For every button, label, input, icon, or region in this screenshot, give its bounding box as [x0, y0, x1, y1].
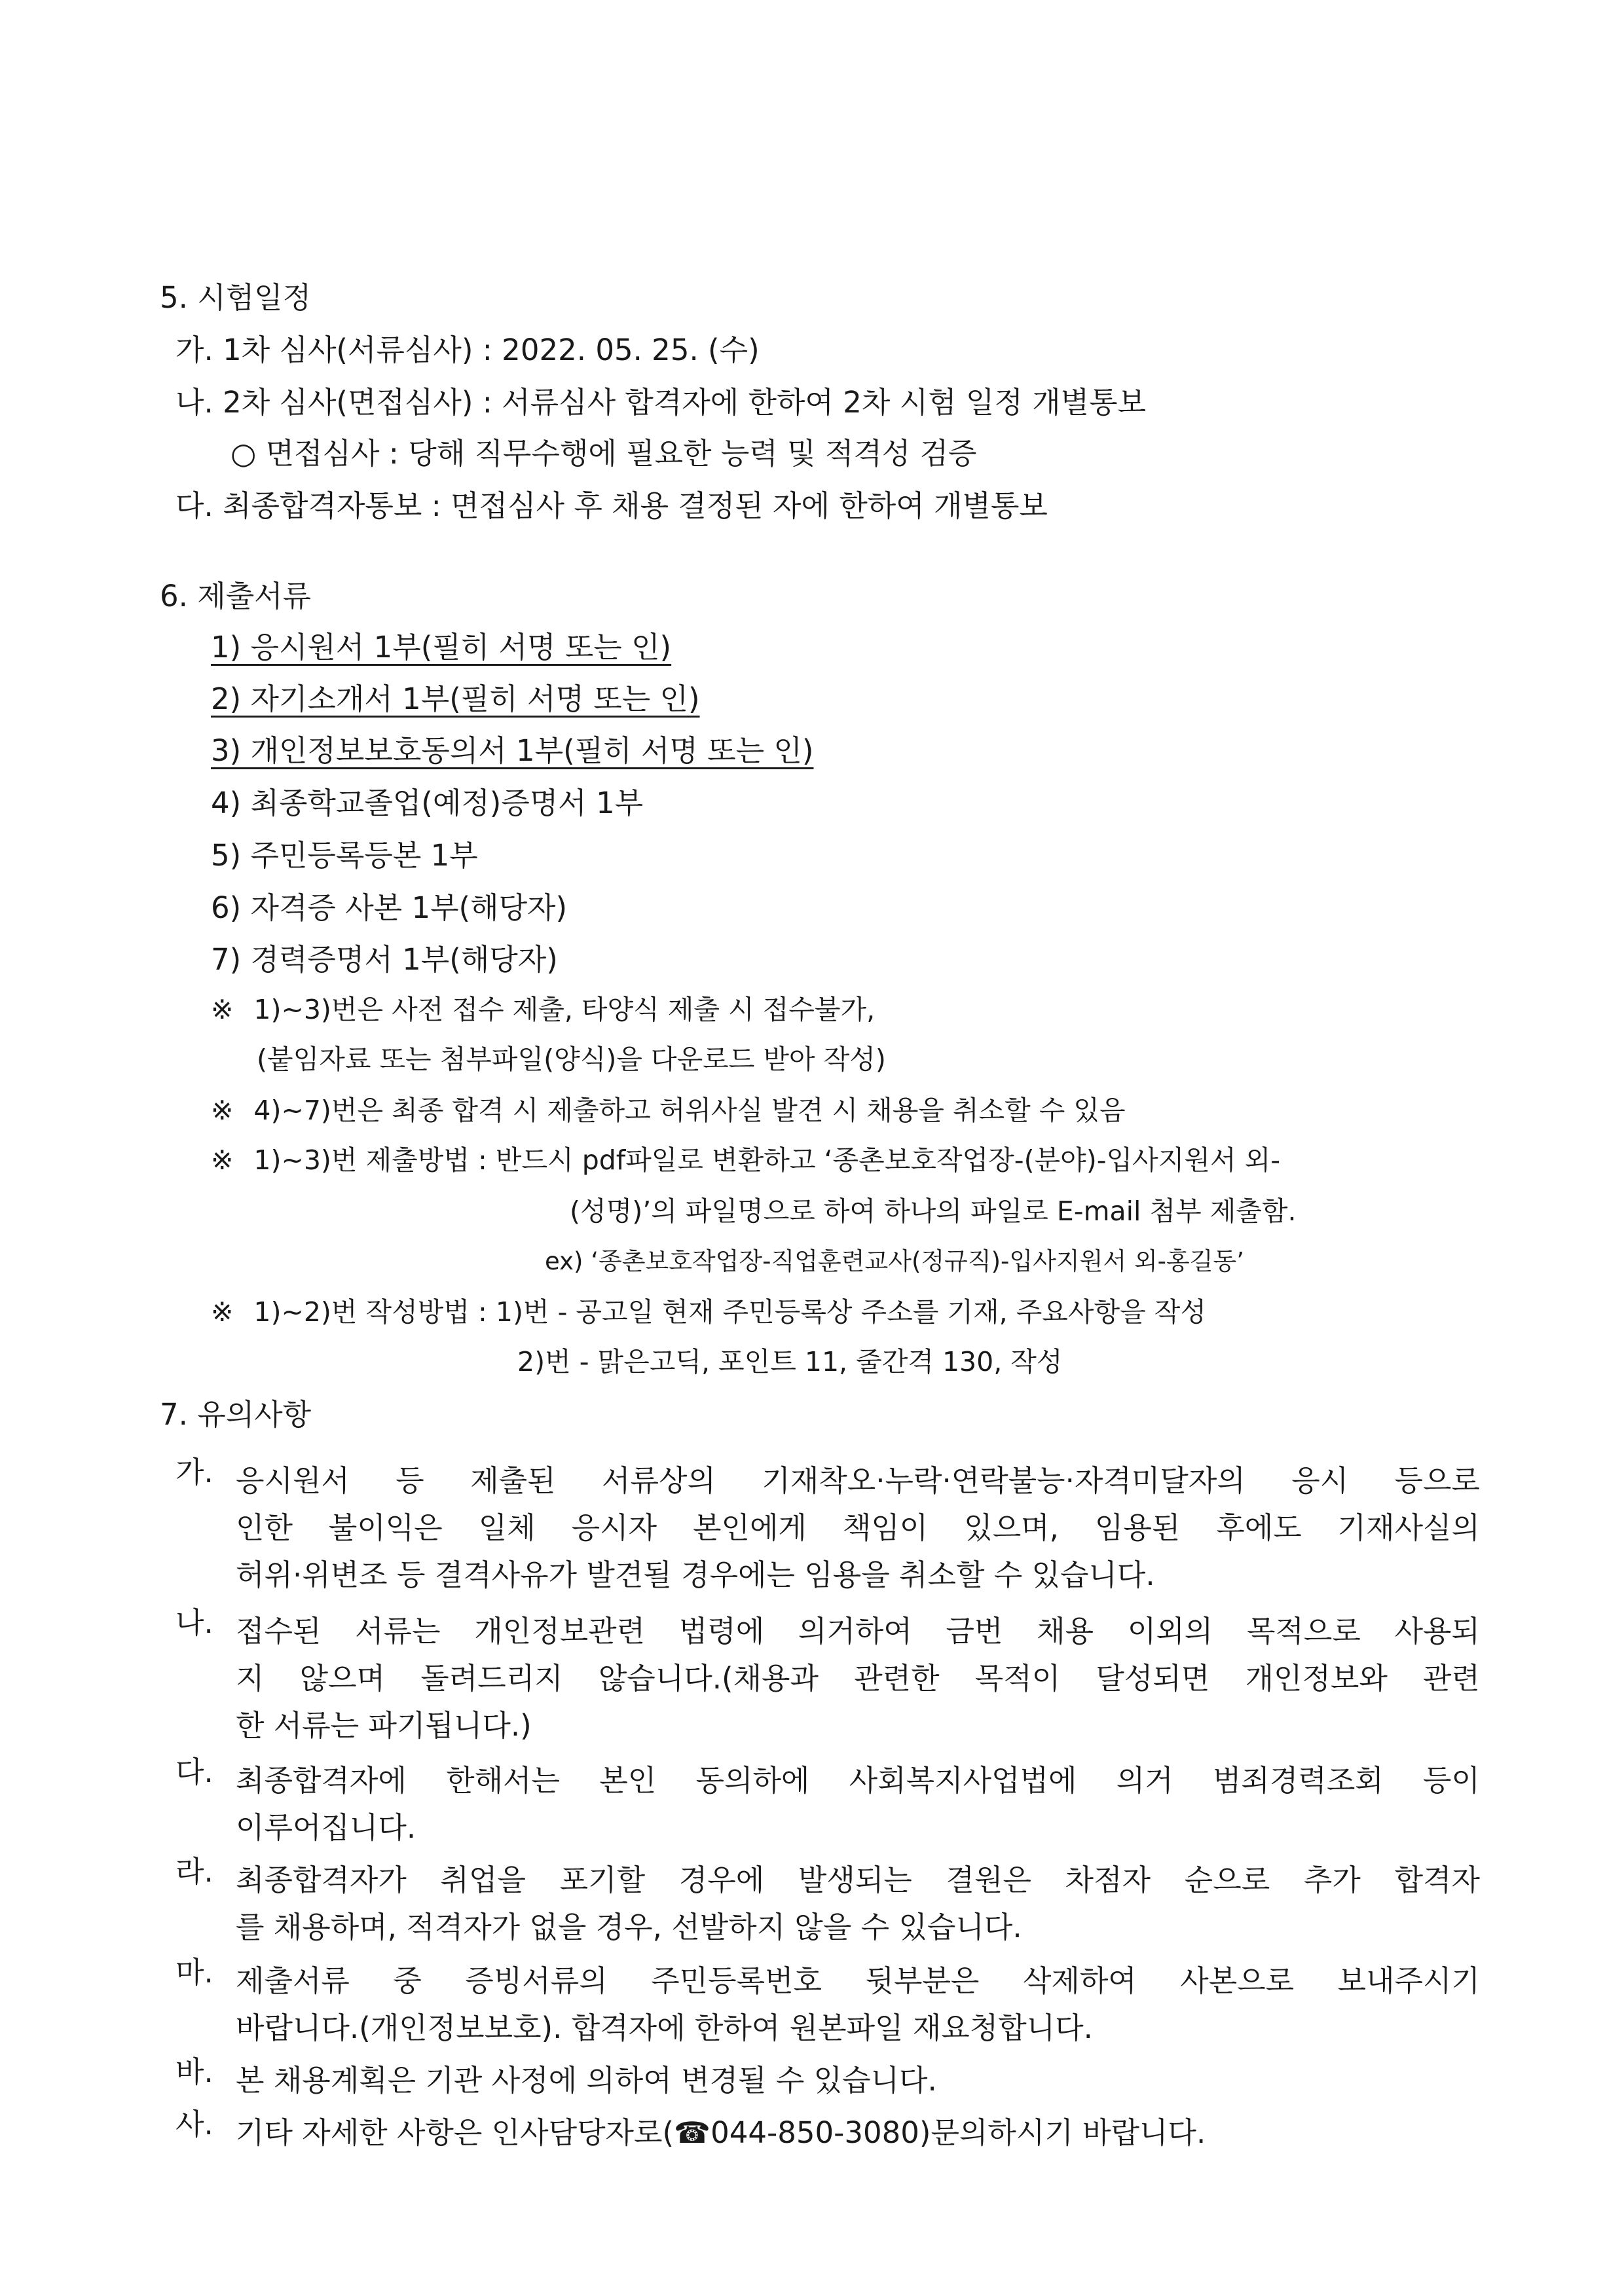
caution-line: 한 서류는 파기됩니다.) [236, 1708, 532, 1743]
caution-line: 최종합격자에 한해서는 본인 동의하에 사회복지사업법에 의거 범죄경력조회 등이 [236, 1763, 1480, 1798]
note-mark: ※ [211, 1296, 234, 1328]
note-2 [211, 1097, 1126, 1124]
caution-line: 인한 불이익은 일체 응시자 본인에게 책임이 있으며, 임용된 후에도 기재사실의 [236, 1510, 1480, 1545]
caution-line: 기타 자세한 사항은 인사담당자로(☎044-850-3080)문의하시기 바랍니다. [236, 2115, 1206, 2150]
caution-mark: 마. [175, 1955, 213, 1990]
caution-line: 바랍니다.(개인정보보호). 합격자에 한하여 원본파일 재요청합니다. [236, 2011, 1093, 2045]
note-4 [211, 1296, 1206, 1328]
section-6-heading: 6. 제출서류 [160, 579, 312, 613]
note-1-text: 1)~3)번은 사전 접수 제출, 타양식 제출 시 접수불가, [253, 994, 876, 1025]
exam-schedule-interview-detail: ○ 면접심사 : 당해 직무수행에 필요한 능력 및 적격성 검증 [231, 436, 977, 471]
note-2-text: 4)~7)번은 최종 합격 시 제출하고 허위사실 발견 시 채용을 취소할 수 있음 [253, 1095, 1126, 1126]
note-1 [211, 996, 875, 1023]
exam-schedule-first: 가. 1차 심사(서류심사) : 2022. 05. 25. (수) [175, 333, 760, 367]
note-mark: ※ [211, 1144, 234, 1176]
caution-line: 접수된 서류는 개인정보관련 법령에 의거하여 금번 채용 이외의 목적으로 사용되 [236, 1614, 1480, 1649]
doc-item-5: 5) 주민등록등본 1부 [211, 838, 478, 873]
exam-schedule-second: 나. 2차 심사(면접심사) : 서류심사 합격자에 한하여 2차 시험 일정 개별통보 [175, 385, 1147, 420]
section-5-heading: 5. 시험일정 [160, 280, 312, 315]
doc-item-4: 4) 최종학교졸업(예정)증명서 1부 [211, 786, 644, 820]
doc-item-7: 7) 경력증명서 1부(해당자) [211, 942, 558, 977]
note-4-continued: 2)번 - 맑은고딕, 포인트 11, 줄간격 130, 작성 [517, 1346, 1063, 1377]
section-7-heading: 7. 유의사항 [160, 1397, 312, 1432]
note-3 [211, 1144, 1281, 1176]
note-1-continued: (붙임자료 또는 첨부파일(양식)을 다운로드 받아 작성) [257, 1044, 886, 1075]
caution-line: 를 채용하며, 적격자가 없을 경우, 선발하지 않을 수 있습니다. [236, 1910, 1022, 1944]
note-4-text: 1)~2)번 작성방법 : 1)번 - 공고일 현재 주민등록상 주소를 기재, 주요사항을 작성 [253, 1296, 1206, 1328]
doc-item-3: 3) 개인정보보호동의서 1부(필히 서명 또는 인) [211, 733, 814, 768]
caution-line: 이루어집니다. [236, 1810, 416, 1845]
doc-item-1: 1) 응시원서 1부(필히 서명 또는 인) [211, 630, 672, 665]
note-mark: ※ [211, 1095, 234, 1126]
exam-schedule-final: 다. 최종합격자통보 : 면접심사 후 채용 결정된 자에 한하여 개별통보 [175, 488, 1048, 523]
note-3-continued: (성명)’의 파일명으로 하여 하나의 파일로 E-mail 첨부 제출함. [570, 1195, 1297, 1227]
note-3-example: ex) ‘종촌보호작업장-직업훈련교사(정규직)-입사지원서 외-홍길동’ [545, 1247, 1244, 1275]
note-mark: ※ [211, 994, 234, 1025]
caution-mark: 나. [175, 1605, 213, 1640]
caution-line: 허위·위변조 등 결격사유가 발견될 경우에는 임용을 취소할 수 있습니다. [236, 1558, 1155, 1592]
doc-item-6: 6) 자격증 사본 1부(해당자) [211, 890, 568, 925]
note-3-text: 1)~3)번 제출방법 : 반드시 pdf파일로 변환하고 ‘종촌보호작업장-(분야)-입사지원서 외- [253, 1144, 1281, 1176]
caution-line: 지 않으며 돌려드리지 않습니다.(채용과 관련한 목적이 달성되면 개인정보와 관련 [236, 1661, 1480, 1696]
caution-mark: 다. [175, 1755, 213, 1789]
caution-mark: 가. [175, 1455, 213, 1489]
caution-mark: 라. [175, 1854, 213, 1889]
doc-item-2: 2) 자기소개서 1부(필히 서명 또는 인) [211, 682, 700, 716]
caution-line: 본 채용계획은 기관 사정에 의하여 변경될 수 있습니다. [236, 2063, 937, 2098]
caution-line: 최종합격자가 취업을 포기할 경우에 발생되는 결원은 차점자 순으로 추가 합격자 [236, 1863, 1480, 1897]
caution-line: 응시원서 등 제출된 서류상의 기재착오·누락·연락불능·자격미달자의 응시 등으로 [236, 1463, 1480, 1498]
caution-mark: 사. [175, 2107, 213, 2141]
caution-mark: 바. [175, 2054, 213, 2089]
caution-line: 제출서류 중 증빙서류의 주민등록번호 뒷부분은 삭제하여 사본으로 보내주시기 [236, 1963, 1480, 1998]
